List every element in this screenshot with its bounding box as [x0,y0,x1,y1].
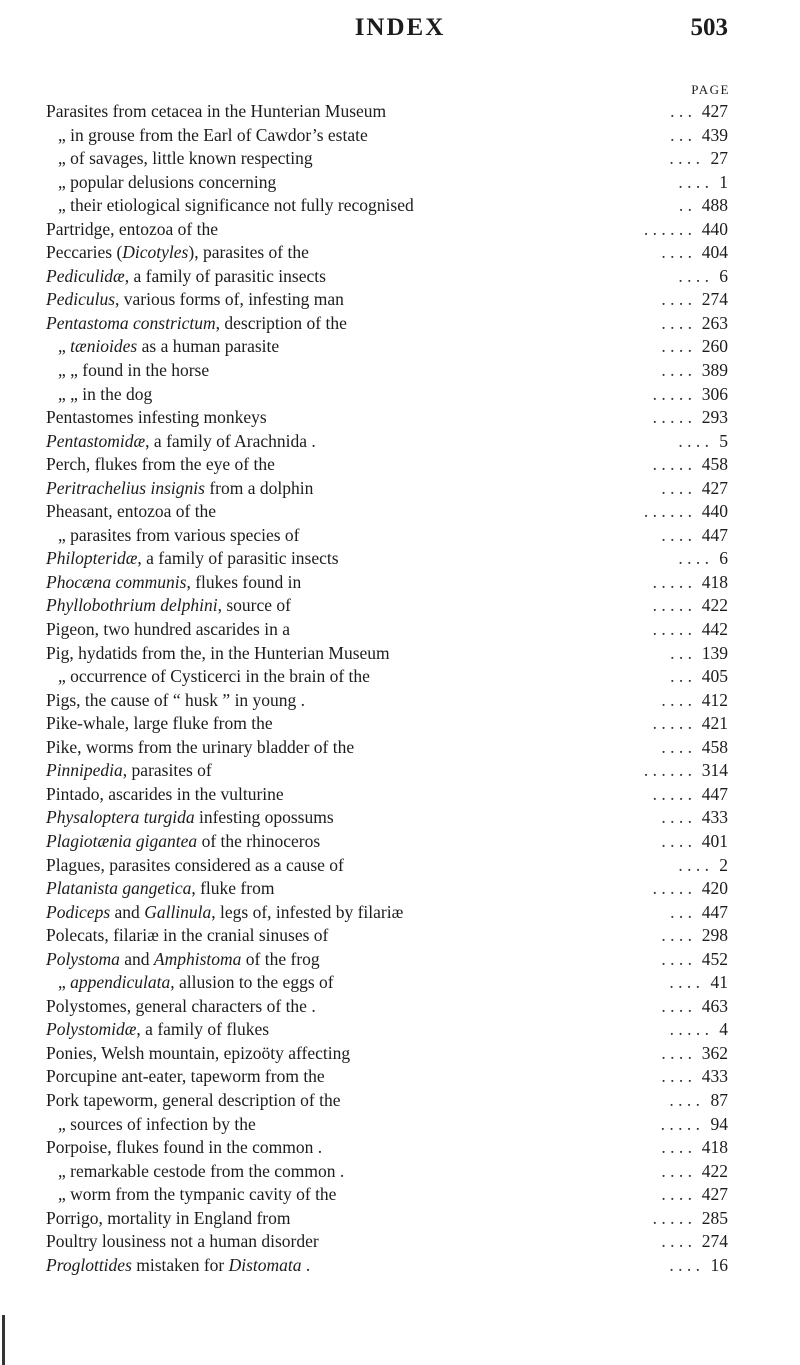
entry-text: „ tænioides as a human parasite [58,336,280,357]
entry-page: 6 [719,548,728,569]
entry-text: Pike, worms from the urinary bladder of the [46,736,355,757]
index-entry [0,594,800,618]
index-entry [0,712,800,736]
leader-dots: . . . . . [652,383,692,404]
entry-text: Phocæna communis, flukes found in [46,571,302,592]
index-entry [0,854,800,878]
index-entry [0,500,800,524]
entry-text: Pintado, ascarides in the vulturine [46,783,284,804]
index-entry [0,1136,800,1160]
index-entry [0,477,800,501]
entry-page: 422 [701,595,728,616]
leader-dots: . . . . [669,972,700,993]
entry-page: 16 [710,1254,728,1275]
entry-text: Physaloptera turgida infesting opossums [46,807,334,828]
entry-page: 458 [701,736,728,757]
leader-dots: . . . . [661,242,692,263]
entry-page: 389 [701,360,728,381]
entry-text: Plagues, parasites considered as a cause of [46,854,344,875]
entry-page: 439 [701,124,728,145]
entry-page: 421 [701,713,728,734]
index-entry [0,430,800,454]
index-entry [0,806,800,830]
leader-dots: . . . . [661,524,692,545]
entry-page: 427 [701,477,728,498]
leader-dots: . . . . . [652,619,692,640]
entry-text: Pigs, the cause of “ husk ” in young . [46,689,306,710]
leader-dots: . . . . [678,854,709,875]
entry-text: Plagiotænia gigantea of the rhinoceros [46,830,321,851]
leader-dots: . . . . . . [643,218,692,239]
entry-text: „ worm from the tympanic cavity of the [58,1184,337,1205]
entry-text: Polecats, filariæ in the cranial sinuses of [46,925,329,946]
entry-text: „ popular delusions concerning [58,171,277,192]
entry-page: 418 [701,571,728,592]
index-entry [0,359,800,383]
entry-page: 458 [701,454,728,475]
gutter-mark [2,1315,5,1365]
entry-page: 285 [701,1207,728,1228]
entry-text: Pentastomidæ, a family of Arachnida . [46,430,316,451]
index-entry [0,406,800,430]
index-entry [0,995,800,1019]
entry-page: 440 [701,501,728,522]
entry-page: 447 [701,901,728,922]
entry-page: 139 [701,642,728,663]
leader-dots: . . . . [661,336,692,357]
index-entry [0,124,800,148]
leader-dots: . . . . [661,807,692,828]
leader-dots: . . . . . [652,571,692,592]
index-entry [0,1183,800,1207]
entry-page: 362 [701,1042,728,1063]
leader-dots: . . . . [678,430,709,451]
entry-page: 87 [710,1089,728,1110]
entry-text: „ parasites from various species of [58,524,300,545]
entry-page: 404 [701,242,728,263]
entry-text: Parasites from cetacea in the Hunterian Museum [46,101,387,121]
entry-page: 412 [701,689,728,710]
index-entry [0,783,800,807]
entry-text: Pediculidæ, a family of parasitic insects [46,265,326,286]
index-entry [0,642,800,666]
entry-page: 27 [710,148,728,169]
index-entry [0,1089,800,1113]
entry-text: Perch, flukes from the eye of the [46,454,275,475]
entry-text: Phyllobothrium delphini, source of [46,595,291,616]
entry-page: 433 [701,807,728,828]
entry-text: Porrigo, mortality in England from [46,1207,291,1228]
index-entry [0,1230,800,1254]
entry-text: Peritrachelius insignis from a dolphin [46,477,314,498]
entry-text: Polystomes, general characters of the . [46,995,316,1016]
entry-page: 463 [701,995,728,1016]
index-entry [0,901,800,925]
entry-text: Ponies, Welsh mountain, epizoöty affecting [46,1042,351,1063]
index-entry [0,971,800,995]
leader-dots: . . . . [669,1089,700,1110]
leader-dots: . . . . . [652,595,692,616]
index-entry [0,1254,800,1278]
index-entries [0,100,800,1277]
leader-dots: . . . . [669,1254,700,1275]
entry-text: „ appendiculata, allusion to the eggs of [58,972,334,993]
leader-dots: . . . [670,666,692,687]
leader-dots: . . . . . [660,1113,700,1134]
index-entry [0,100,800,124]
leader-dots: . . . . [661,689,692,710]
page-number: 503 [690,14,728,41]
leader-dots: . . . . [661,1231,692,1252]
entry-text: Pediculus, various forms of, infesting man [46,289,344,310]
index-entry [0,618,800,642]
index-entry [0,877,800,901]
entry-text: Peccaries (Dicotyles), parasites of the [46,242,309,263]
index-entry [0,1042,800,1066]
index-entry [0,736,800,760]
index-entry [0,1065,800,1089]
leader-dots: . . . . [669,148,700,169]
entry-text: „ sources of infection by the [58,1113,256,1134]
leader-dots: . . . . [661,1184,692,1205]
leader-dots: . . . . . [652,783,692,804]
entry-page: 427 [701,101,728,121]
leader-dots: . . . . [661,736,692,757]
page-column-heading: PAGE [691,82,730,97]
entry-page: 260 [701,336,728,357]
entry-page: 488 [701,195,728,216]
entry-text: Pig, hydatids from the, in the Hunterian Museum [46,642,390,663]
entry-page: 306 [701,383,728,404]
index-entry [0,759,800,783]
entry-page: 2 [719,854,728,875]
leader-dots: . . . . [661,477,692,498]
entry-text: Pike-whale, large fluke from the [46,713,273,734]
entry-text: Porpoise, flukes found in the common . [46,1137,323,1158]
entry-page: 401 [701,830,728,851]
entry-page: 94 [710,1113,728,1134]
entry-page: 447 [701,524,728,545]
entry-text: Podiceps and Gallinula, legs of, infested by filariæ [46,901,404,922]
entry-page: 427 [701,1184,728,1205]
running-head-title: INDEX [354,14,446,41]
entry-text: Pork tapeworm, general description of the [46,1089,341,1110]
entry-text: „ occurrence of Cysticerci in the brain of the [58,666,370,687]
leader-dots: . . . . [661,360,692,381]
index-entry [0,171,800,195]
leader-dots: . . . . [661,925,692,946]
index-entry [0,948,800,972]
entry-text: Polystomidæ, a family of flukes [46,1019,270,1040]
index-entry [0,524,800,548]
entry-text: „ their etiological significance not fully recognised [58,195,414,216]
leader-dots: . . . . [661,1066,692,1087]
leader-dots: . . . . . [652,878,692,899]
leader-dots: . . . . [661,312,692,333]
entry-page: 5 [719,430,728,451]
leader-dots: . . . . [678,171,709,192]
entry-text: „ in grouse from the Earl of Cawdor’s estate [58,124,368,145]
entry-page: 422 [701,1160,728,1181]
entry-page: 440 [701,218,728,239]
entry-page: 274 [701,289,728,310]
index-entry [0,665,800,689]
entry-text: „ remarkable cestode from the common . [58,1160,345,1181]
index-entry [0,265,800,289]
entry-page: 420 [701,878,728,899]
leader-dots: . . . . [678,265,709,286]
leader-dots: . . . . [661,1042,692,1063]
entry-text: Polystoma and Amphistoma of the frog [46,948,320,969]
leader-dots: . . . [670,124,692,145]
leader-dots: . . . . . . [643,760,692,781]
leader-dots: . . . . . [652,454,692,475]
index-entry [0,335,800,359]
index-entry [0,288,800,312]
leader-dots: . . . . . . [643,501,692,522]
leader-dots: . . . . [678,548,709,569]
entry-text: „ „ found in the horse [58,360,210,381]
entry-text: Pentastoma constrictum, description of the [46,312,347,333]
entry-text: Platanista gangetica, fluke from [46,878,275,899]
leader-dots: . . . . . [652,407,692,428]
index-entry [0,1113,800,1137]
entry-page: 1 [719,171,728,192]
index-entry [0,571,800,595]
entry-page: 405 [701,666,728,687]
entry-text: Pentastomes infesting monkeys [46,407,267,428]
index-entry [0,453,800,477]
leader-dots: . . . . [661,1137,692,1158]
entry-page: 442 [701,619,728,640]
entry-text: Proglottides mistaken for Distomata . [46,1254,311,1275]
leader-dots: . . . . [661,1160,692,1181]
index-entry [0,830,800,854]
entry-text: Pigeon, two hundred ascarides in a [46,619,290,640]
index-entry [0,1018,800,1042]
leader-dots: . . . . . [652,1207,692,1228]
entry-text: „ of savages, little known respecting [58,148,313,169]
leader-dots: . . . . [661,948,692,969]
index-entry [0,1207,800,1231]
entry-page: 433 [701,1066,728,1087]
leader-dots: . . . [670,901,692,922]
index-entry [0,924,800,948]
entry-text: Philopteridæ, a family of parasitic insects [46,548,339,569]
entry-text: Pinnipedia, parasites of [46,760,212,781]
entry-text: „ „ in the dog [58,383,153,404]
entry-page: 274 [701,1231,728,1252]
leader-dots: . . . . . [652,713,692,734]
leader-dots: . . [678,195,692,216]
entry-page: 293 [701,407,728,428]
leader-dots: . . . [670,642,692,663]
entry-text: Porcupine ant-eater, tapeworm from the [46,1066,325,1087]
leader-dots: . . . . [661,830,692,851]
index-entry [0,312,800,336]
index-entry [0,1160,800,1184]
index-entry [0,689,800,713]
leader-dots: . . . . [661,995,692,1016]
entry-page: 418 [701,1137,728,1158]
entry-page: 298 [701,925,728,946]
entry-text: Partridge, entozoa of the [46,218,219,239]
index-entry [0,547,800,571]
entry-text: Pheasant, entozoa of the [46,501,217,522]
entry-page: 6 [719,265,728,286]
index-entry [0,241,800,265]
index-entry [0,147,800,171]
entry-page: 447 [701,783,728,804]
leader-dots: . . . . [661,289,692,310]
entry-page: 263 [701,312,728,333]
leader-dots: . . . [670,101,692,121]
entry-page: 452 [701,948,728,969]
index-entry [0,218,800,242]
entry-page: 41 [710,972,728,993]
entry-text: Poultry lousiness not a human disorder [46,1231,319,1252]
entry-page: 4 [719,1019,728,1040]
leader-dots: . . . . . [669,1019,709,1040]
entry-page: 314 [701,760,728,781]
index-entry [0,194,800,218]
index-entry [0,383,800,407]
